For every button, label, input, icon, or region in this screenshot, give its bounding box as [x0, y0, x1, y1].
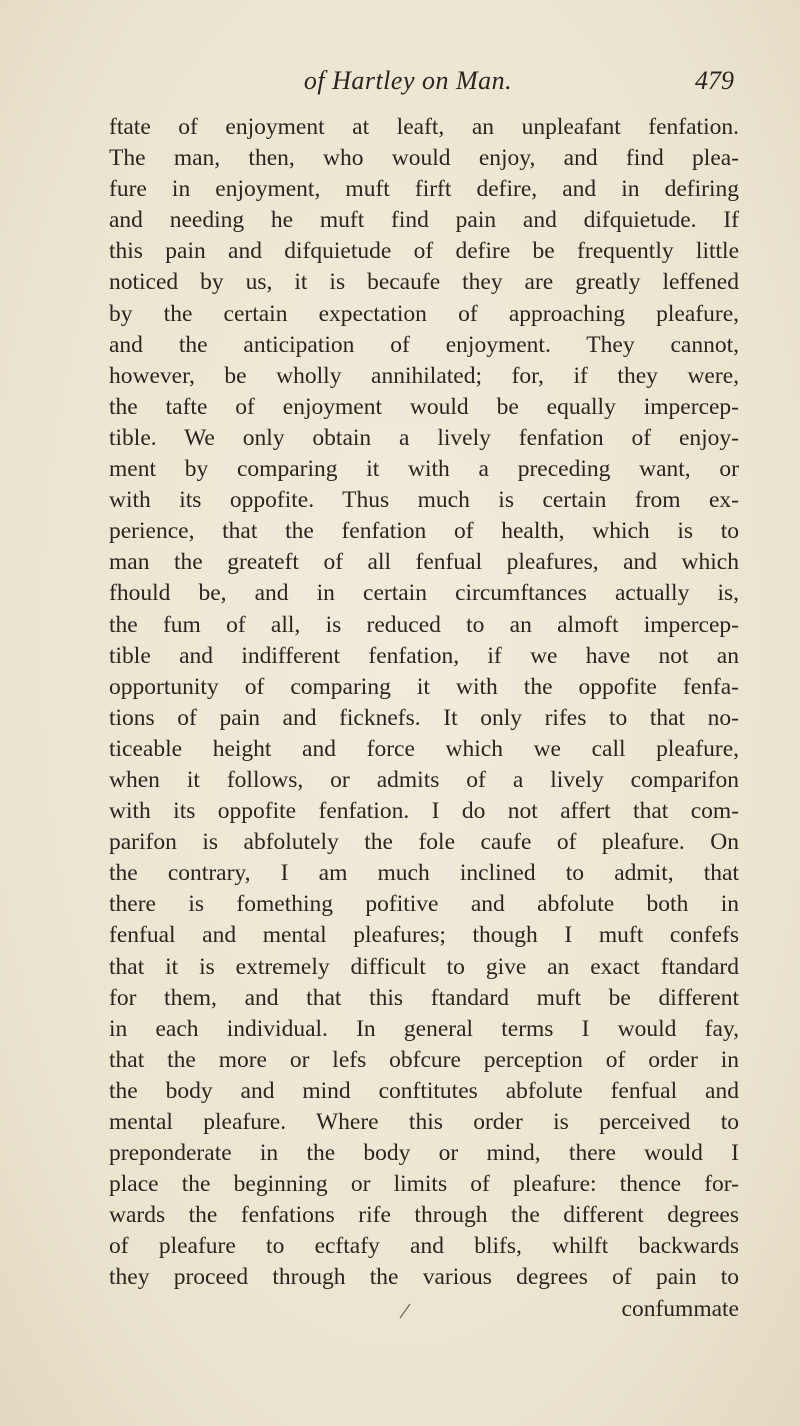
text-line: in each individual. In general terms I would fay, [109, 1015, 739, 1042]
text-line: tible. We only obtain a lively fenfation of enjoy- [109, 424, 739, 451]
text-line: fure in enjoyment, muft firft defire, and in defiring [109, 176, 739, 203]
text-line: tible and indifferent fenfation, if we have not an [109, 642, 739, 669]
text-line: ment by comparing it with a preceding want, or [109, 456, 739, 483]
body-text [109, 112, 739, 1325]
text-line: opportunity of comparing it with the oppofite fenfa- [109, 673, 739, 700]
text-line: wards the fenfations rife through the different degrees [109, 1202, 739, 1229]
text-line: the fum of all, is reduced to an almoft impercep- [109, 611, 739, 638]
text-line: when it follows, or admits of a lively comparifon [109, 766, 739, 793]
text-line: that it is extremely difficult to give an exact ftandard [109, 953, 739, 980]
text-line: noticed by us, it is becaufe they are greatly leffened [109, 269, 739, 296]
running-title: of Hartley on Man. [303, 66, 513, 95]
text-line: of pleafure to ecftafy and blifs, whilft backwards [109, 1233, 739, 1260]
text-line: fenfual and mental pleafures; though I muft confefs [109, 922, 739, 949]
text-line: however, be wholly annihilated; for, if they were, [109, 362, 739, 389]
text-line: that the more or lefs obfcure perception of order in [109, 1046, 739, 1073]
catchword: confummate [621, 1295, 739, 1322]
text-line: the body and mind conftitutes abfolute fenfual and [109, 1077, 739, 1104]
text-line: perience, that the fenfation of health, which is to [109, 518, 739, 545]
page-number: 479 [695, 66, 734, 95]
text-line: for them, and that this ftandard muft be different [109, 984, 739, 1011]
text-line: The man, then, who would enjoy, and find plea- [109, 145, 739, 172]
text-line: mental pleafure. Where this order is perceived to [109, 1109, 739, 1135]
text-line: by the certain expectation of approaching pleafure, [109, 300, 739, 327]
text-line: ticeable height and force which we call pleafure, [109, 735, 739, 762]
text-line: the tafte of enjoyment would be equally impercep- [109, 393, 739, 420]
text-line: parifon is abfolutely the fole caufe of pleafure. On [109, 829, 739, 856]
text-line: man the greateft of all fenfual pleafures, and which [109, 549, 739, 576]
text-line: and the anticipation of enjoyment. They cannot, [109, 331, 739, 358]
pencil-mark-icon [398, 1302, 412, 1320]
text-line: preponderate in the body or mind, there would I [109, 1140, 739, 1167]
page-header [108, 66, 748, 106]
text-line: fhould be, and in certain circumftances actually is, [109, 580, 739, 607]
text-line: and needing he muft find pain and difquietude. If [109, 207, 739, 234]
text-line: this pain and difquietude of defire be frequently little [109, 238, 739, 265]
text-line: with its oppofite. Thus much is certain from ex- [109, 487, 739, 514]
text-line: place the beginning or limits of pleafure: thence for- [109, 1171, 739, 1198]
text-line: tions of pain and ficknefs. It only rifes to that no- [109, 704, 739, 731]
text-line: ftate of enjoyment at leaft, an unpleafant fenfation. [109, 114, 739, 140]
text-line: there is fomething pofitive and abfolute both in [109, 891, 739, 918]
text-line: with its oppofite fenfation. I do not affert that com- [109, 798, 739, 825]
text-line: they proceed through the various degrees of pain to [109, 1264, 739, 1291]
text-line: the contrary, I am much inclined to admit, that [109, 860, 739, 887]
